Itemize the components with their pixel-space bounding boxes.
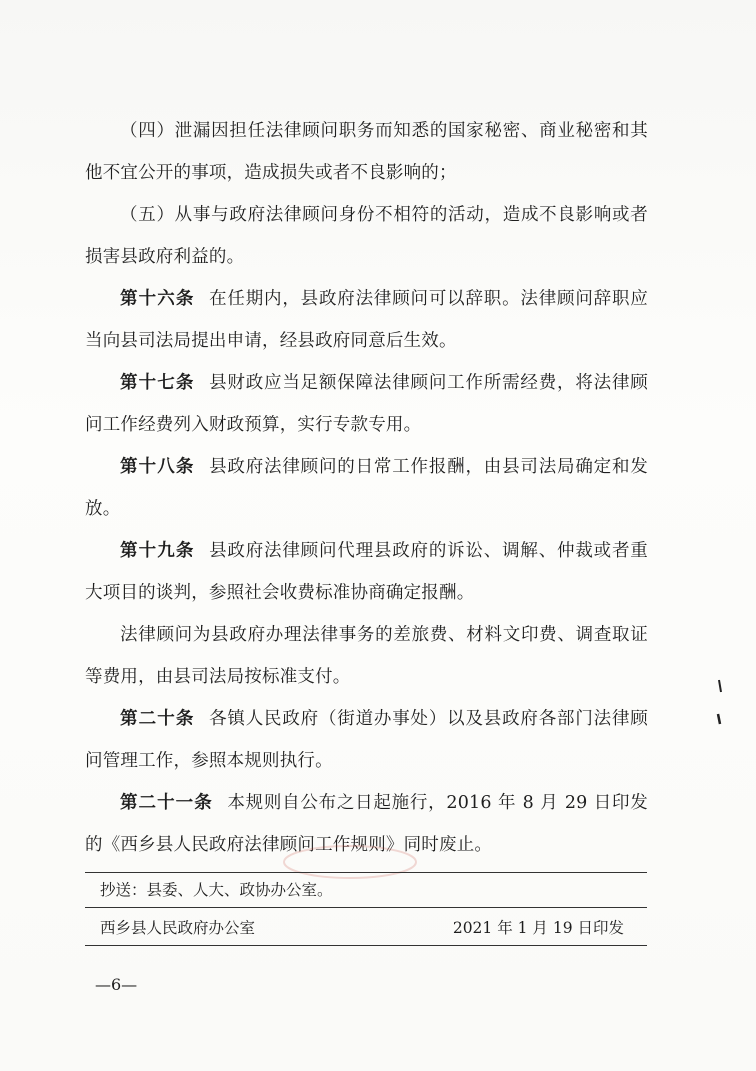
paragraph-text: 在任期内，县政府法律顾问可以辞职。法律顾问辞职应当向县司法局提出申请，经县政府同意后生效。: [85, 289, 648, 351]
paragraph: [0, 194, 756, 278]
issuing-office: 西乡县人民政府办公室: [100, 919, 256, 937]
footer-middle-rule: [85, 907, 647, 908]
article-20: [0, 698, 756, 782]
cc-line: 抄送：县委、人大、政协办公室。: [100, 881, 333, 899]
article-heading: 第十九条: [120, 541, 195, 561]
paragraph-text: 本规则自公布之日起施行，2016 年 8 月 29 日印发的《西乡县人民政府法律顾问工作规则》同时废止。: [85, 793, 649, 855]
paragraph: [0, 110, 756, 194]
article-heading: 第二十条: [120, 709, 195, 729]
scan-speck: [712, 678, 726, 728]
bleed-through-stamp: [280, 842, 420, 882]
paragraph-text: 县政府法律顾问的日常工作报酬，由县司法局确定和发放。: [85, 457, 648, 519]
paragraph-text: 县政府法律顾问代理县政府的诉讼、调解、仲裁或者重大项目的谈判，参照社会收费标准协商确定报酬。: [85, 541, 648, 603]
article-heading: 第十六条: [120, 289, 195, 309]
paragraph-text: 各镇人民政府（街道办事处）以及县政府各部门法律顾问管理工作，参照本规则执行。: [85, 709, 648, 771]
document-body: [0, 110, 756, 866]
footer-top-rule: [85, 872, 647, 873]
article-heading: 第十七条: [120, 373, 195, 393]
paragraph-text: （五）从事与政府法律顾问身份不相符的活动，造成不良影响或者损害县政府利益的。: [85, 205, 648, 267]
footer-bottom-rule: [85, 945, 647, 946]
paragraph: [0, 614, 756, 698]
paragraph-text: 县财政应当足额保障法律顾问工作所需经费，将法律顾问工作经费列入财政预算，实行专款专用。: [85, 373, 648, 435]
article-heading: 第二十一条: [120, 793, 213, 813]
issue-date: 2021 年 1 月 19 日印发: [452, 919, 624, 937]
page-number: —6—: [95, 975, 138, 994]
article-17: [0, 362, 756, 446]
article-heading: 第十八条: [120, 457, 195, 477]
paragraph-text: （四）泄漏因担任法律顾问职务而知悉的国家秘密、商业秘密和其他不宜公开的事项，造成损失或者不良影响的；: [85, 121, 648, 183]
article-19: [0, 530, 756, 614]
paragraph-text: 法律顾问为县政府办理法律事务的差旅费、材料文印费、调查取证等费用，由县司法局按标准支付。: [85, 625, 648, 687]
article-18: [0, 446, 756, 530]
article-16: [0, 278, 756, 362]
